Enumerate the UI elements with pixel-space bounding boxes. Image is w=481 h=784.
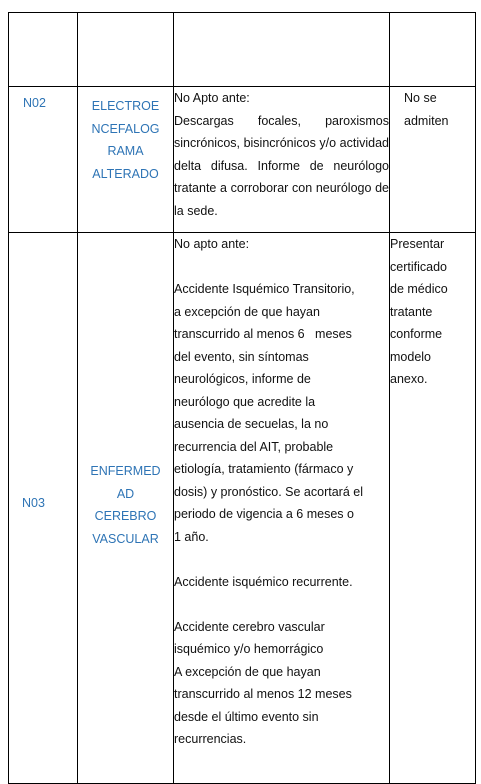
requirement-line: recurrencias.	[174, 732, 247, 746]
requirement-line: Accidente cerebro vascular	[174, 619, 325, 634]
row-code: N03	[9, 233, 78, 784]
documents-line: admiten	[404, 113, 449, 128]
requirement-heading: No apto ante:	[174, 237, 250, 251]
requirement-line: neurólogo que acredite la	[174, 394, 316, 409]
requirement-line: transcurrido al menos 6 meses	[174, 327, 352, 341]
requirement-text	[174, 87, 390, 233]
documents-line: anexo.	[390, 372, 428, 386]
condition-name-line: CEREBRO	[94, 509, 157, 523]
requirement-line: periodo de vigencia a 6 meses o	[174, 507, 354, 521]
requirement-body: Descargas focales, paroxismos sincrónicos, bisincrónicos y/o actividad delta difusa. Informe de neurólogo tratante a corroborar con neurólogo de la sede.	[174, 113, 389, 218]
condition-name-line: ENFERMED	[90, 464, 161, 478]
requirement-line: a excepción de que hayan	[174, 304, 320, 319]
paragraph-gap	[174, 256, 389, 279]
requirement-line: Accidente Isquémico Transitorio,	[174, 282, 355, 296]
requirement-line: desde el último evento sin	[174, 709, 319, 724]
empty-cell	[390, 13, 476, 87]
documents-line: tratante	[390, 304, 433, 319]
documents-line: No se	[404, 91, 437, 105]
requirement-line: recurrencia del AIT, probable	[174, 439, 334, 454]
empty-cell	[78, 13, 174, 87]
requirement-heading: No Apto ante:	[174, 91, 250, 105]
requirement-paragraph-acv	[174, 616, 389, 751]
requirement-line: dosis) y pronóstico. Se acortará el	[174, 484, 363, 499]
medical-requirements-table	[8, 12, 476, 784]
documents-line: certificado	[390, 259, 447, 274]
requirement-text	[174, 233, 390, 784]
table-row-n03	[9, 233, 476, 784]
condition-name-line: NCEFALOG	[91, 121, 160, 136]
requirement-paragraph-ait	[174, 278, 389, 548]
paragraph-gap	[174, 593, 389, 616]
requirement-paragraph-recurrent: Accidente isquémico recurrente.	[174, 574, 353, 589]
condition-name-line: ELECTROE	[91, 99, 160, 113]
documents-cell	[390, 233, 476, 784]
documents-line: Presentar	[390, 237, 445, 251]
requirement-line: transcurrido al menos 12 meses	[174, 687, 352, 701]
condition-name-line: VASCULAR	[92, 531, 159, 546]
requirement-line: A excepción de que hayan	[174, 664, 321, 679]
condition-name	[78, 87, 174, 233]
condition-name-line: AD	[116, 486, 135, 501]
documents-cell	[390, 87, 476, 233]
paragraph-gap	[174, 548, 389, 571]
documents-line: modelo	[390, 349, 431, 364]
row-code: N02	[9, 87, 78, 233]
empty-cell	[174, 13, 390, 87]
requirement-line: isquémico y/o hemorrágico	[174, 642, 324, 656]
empty-cell	[9, 13, 78, 87]
documents-line: conforme	[390, 327, 443, 341]
documents-line: de médico	[390, 282, 448, 296]
requirement-line: neurológicos, informe de	[174, 372, 311, 386]
condition-name-line: RAMA	[107, 144, 144, 158]
requirement-line: del evento, sin síntomas	[174, 349, 309, 364]
table-row-n02	[9, 87, 476, 233]
requirement-line: etiología, tratamiento (fármaco y	[174, 462, 354, 476]
requirement-line: ausencia de secuelas, la no	[174, 417, 329, 431]
condition-name-line: ALTERADO	[92, 166, 159, 181]
table-row-empty	[9, 13, 476, 87]
requirement-line: 1 año.	[174, 529, 209, 544]
condition-name	[78, 233, 174, 784]
